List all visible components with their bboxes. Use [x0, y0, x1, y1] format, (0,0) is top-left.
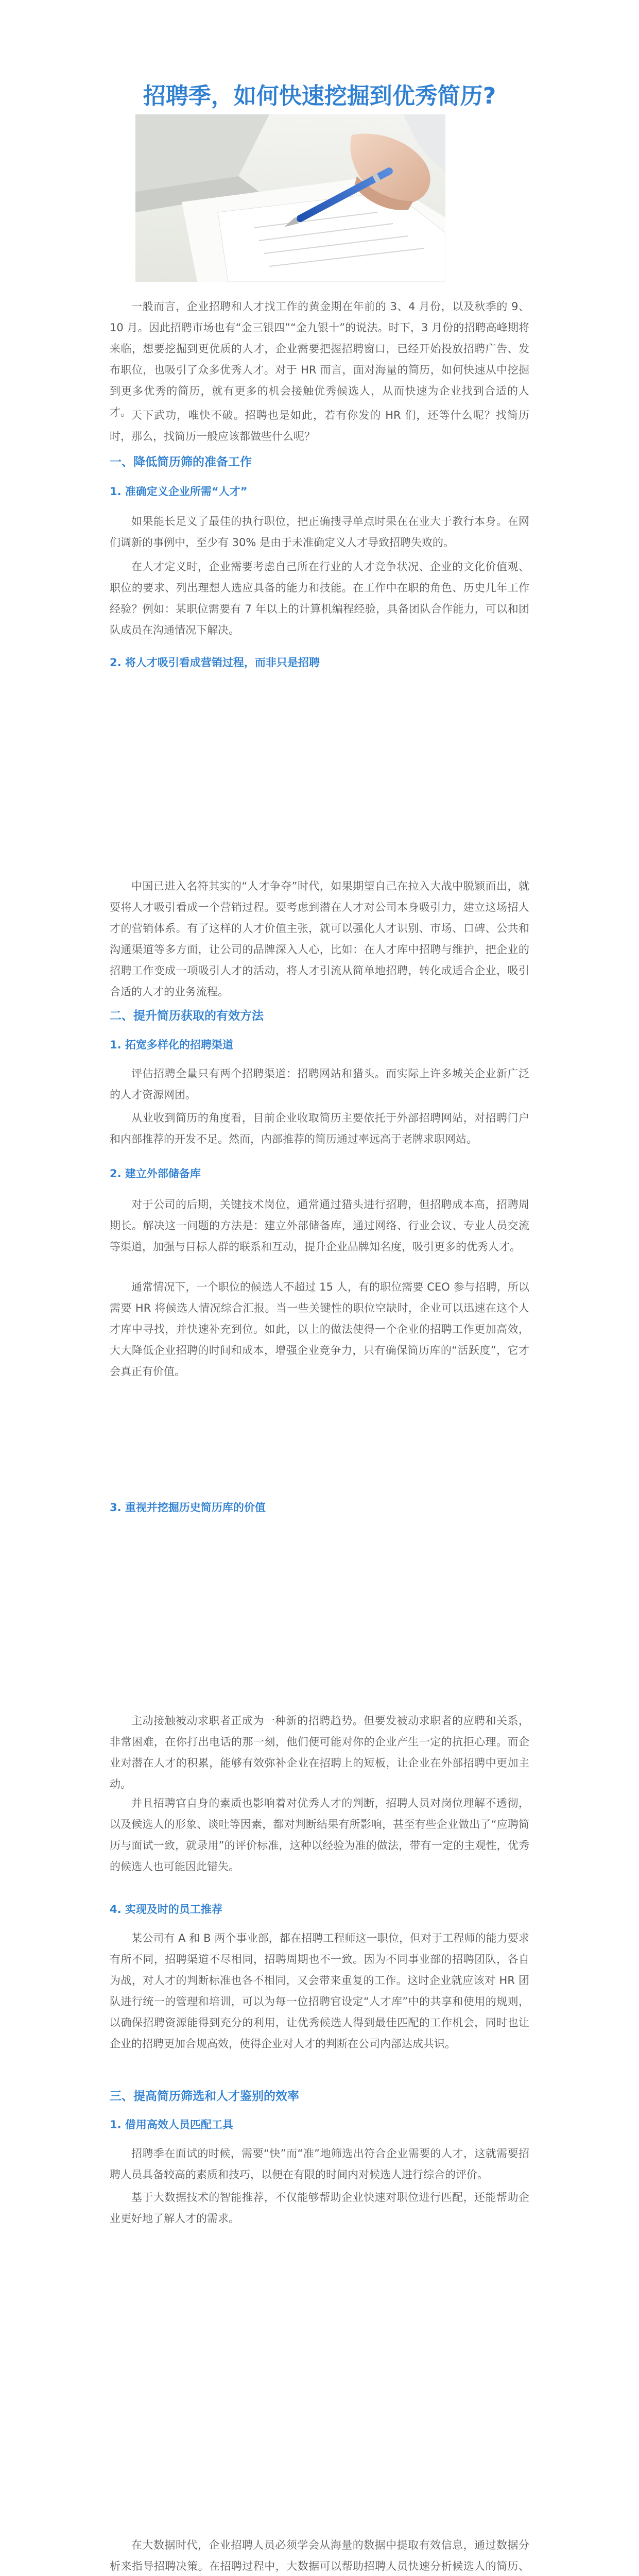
section-heading: 一、降低简历筛的准备工作 [110, 455, 252, 469]
intro-paragraph: 一般而言，企业招聘和人才找工作的黄金期在年前的 3、4 月份，以及秋季的 9、10 月。因此招聘市场也有“金三银四”“金九银十”的说法。时下，3 月份的招聘高峰期将来临，想要挖掘到更优质的人才，企业需要把握招聘窗口，已经开始投放招聘广告、发布职位，也吸引了众多优秀人才。对于 HR 而言，面对海量的简历，如何快速从中挖掘到更多优秀的简历，就有更多的机会接触优秀候选人，从而快速为企业找到合适的人才。 [110, 300, 529, 418]
section-heading: 二、提升简历获取的有效方法 [110, 1009, 264, 1023]
body-paragraph: 从业收到简历的角度看，目前企业收取简历主要依托于外部招聘网站，对招聘门户和内部推荐的开发不足。然而，内部推荐的简历通过率远高于老牌求职网站。 [110, 1112, 529, 1145]
body-paragraph: 通常情况下，一个职位的候选人不超过 15 人，有的职位需要 CEO 参与招聘，所以需要 HR 将候选人情况综合汇报。当一些关键性的职位空缺时，企业可以迅速在这个人才库中寻找，并快速补充到位。如此，以上的做法使得一个企业的招聘工作更加高效，大大降低企业招聘的时间和成本，增强企业竞争力，只有确保简历库的“活跃度”，它才会真正有价值。 [110, 1281, 529, 1378]
hero-image [135, 114, 445, 282]
body-paragraph: 对于公司的后期，关键技术岗位，通常通过猎头进行招聘，但招聘成本高，招聘周期长。解决这一问题的方法是：建立外部储备库，通过网络、行业会议、专业人员交流等渠道，加强与目标人群的联系和互动，提升企业品牌知名度，吸引更多的优秀人才。 [110, 1198, 529, 1253]
page-title: 招聘季，如何快速挖掘到优秀简历? [143, 83, 496, 109]
body-paragraph: 中国已进入名符其实的“人才争夺”时代，如果期望自己在拉入大战中脱颖而出，就要将人才吸引看成一个营销过程。要考虑到潜在人才对公司本身吸引力，建立这场招人才的营销体系。有了这样的人才价值主张，就可以强化人才识别、市场、口碑、公共和沟通渠道等多方面，让公司的品牌深入人心，比如：在人才库中招聘与维护，把企业的招聘工作变成一项吸引人才的活动，将人才引流从简单地招聘，转化成适合企业，吸引合适的人才的业务流程。 [110, 880, 529, 998]
body-paragraph: 并且招聘官自身的素质也影响着对优秀人才的判断，招聘人员对岗位理解不透彻，以及候选人的形象、谈吐等因素，都对判断结果有所影响，甚至有些企业做出了“应聘简历与面试一致，就录用”的评价标准，这种以经验为准的做法，带有一定的主观性，优秀的候选人也可能因此错失。 [110, 1797, 529, 1873]
intro-paragraph: 天下武功，唯快不破。招聘也是如此，若有你发的 HR 们，还等什么呢？找简历时，那么，找简历一般应该都做些什么呢？ [110, 409, 529, 443]
body-paragraph: 在人才定义时，企业需要考虑自己所在行业的人才竞争状况、企业的文化价值观、职位的要求、列出理想人选应具备的能力和技能。在工作中在职的角色、历史几年工作经验？例如：某职位需要有 7 年以上的计算机编程经验，具备团队合作能力，可以和团队成员在沟通情况下解决。 [110, 561, 529, 636]
body-paragraph: 某公司有 A 和 B 两个事业部，都在招聘工程师这一职位，但对于工程师的能力要求有所不同，招聘渠道不尽相同，招聘周期也不一致。因为不同事业部的招聘团队，各自为战，对人才的判断标准也各不相同，又会带来重复的工作。这时企业就应该对 HR 团队进行统一的管理和培训，可以为每一位招聘官设定“人才库”中的共享和使用的规则，以确保招聘资源能得到充分的利用，让优秀候选人得到最佳匹配的工作机会，同时也让企业的招聘更加合规高效，使得企业对人才的判断在公司内部达成共识。 [110, 1932, 529, 2050]
subsection-heading: 1. 准确定义企业所需“人才” [110, 485, 248, 498]
body-paragraph: 如果能长足义了最佳的执行职位，把正确搜寻单点时果在在业大于教行本身。在网们调新的事例中，至少有 30% 是由于未准确定义人才导致招聘失败的。 [110, 515, 529, 549]
subsection-heading: 1. 借用高效人员匹配工具 [110, 2119, 233, 2131]
body-paragraph: 招聘季在面试的时候，需要“快”而“准”地筛选出符合企业需要的人才，这就需要招聘人员具备较高的素质和技巧，以便在有限的时间内对候选人进行综合的评价。 [110, 2147, 529, 2181]
body-paragraph: 在大数据时代，企业招聘人员必须学会从海量的数据中提取有效信息，通过数据分析来指导招聘决策。在招聘过程中，大数据可以帮助招聘人员快速分析候选人的简历、 [110, 2539, 529, 2572]
body-paragraph: 基于大数据技术的智能推荐，不仅能够帮助企业快速对职位进行匹配，还能帮助企业更好地了解人才的需求。 [110, 2191, 529, 2225]
subsection-heading: 1. 拓宽多样化的招聘渠道 [110, 1039, 233, 1051]
subsection-heading: 4. 实现及时的员工推荐 [110, 1903, 222, 1916]
hero-photo-illustration [135, 114, 445, 282]
subsection-heading: 2. 建立外部储备库 [110, 1167, 201, 1180]
subsection-heading: 3. 重视并挖掘历史简历库的价值 [110, 1501, 266, 1514]
section-heading: 三、提高简历筛选和人才鉴别的效率 [110, 2090, 299, 2103]
subsection-heading: 2. 将人才吸引看成营销过程，而非只是招聘 [110, 656, 320, 669]
body-paragraph: 评估招聘全量只有两个招聘渠道：招聘网站和猎头。而实际上许多城关企业新广泛的人才资源网团。 [110, 1067, 529, 1101]
body-paragraph: 主动接触被动求职者正成为一种新的招聘趋势。但要发被动求职者的应聘和关系，非常困难，在你打出电话的那一刻，他们便可能对你的企业产生一定的抗拒心理。而企业对潜在人才的积累，能够有效弥补企业在招聘上的短板，让企业在外部招聘中更加主动。 [110, 1715, 529, 1790]
